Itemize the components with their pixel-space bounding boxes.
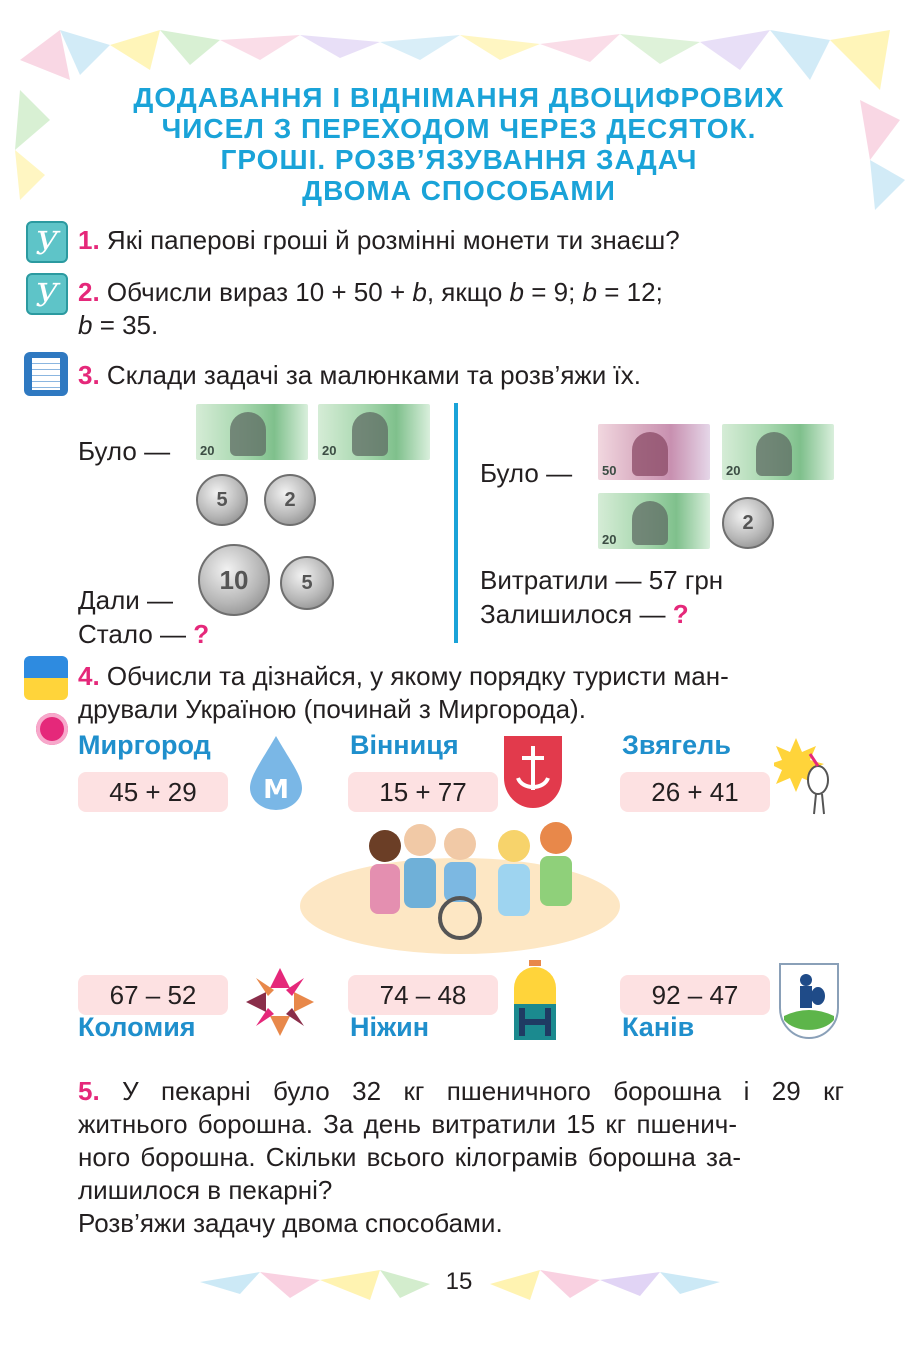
coin: 5 [196,474,248,526]
expression: 26 + 41 [620,772,770,812]
label-daly: Дали — [78,585,173,615]
expression: 45 + 29 [78,772,228,812]
task-4-line-2: дрували Україною (починай з Миргорода). [78,694,586,724]
banknote: 20 [598,493,710,549]
drop-emblem-icon [246,732,306,812]
coin: 2 [722,497,774,549]
city-name: Ніжин [350,1012,430,1042]
task-2 [78,276,844,342]
expression: 74 – 48 [348,975,498,1015]
task-number: 2. [78,277,100,307]
city-name: Звягель [622,730,731,760]
coin: 2 [264,474,316,526]
expression: 15 + 77 [348,772,498,812]
ukraine-flag-icon [24,656,68,700]
label-vytratyly: Витратили — 57 грн [480,565,724,595]
banknote: 20 [318,404,430,460]
task-5-line-2: житнього борошна. За день витратили 15 кг пшенич- [78,1109,737,1139]
label-bulo: Було — [78,436,171,466]
task-4 [78,660,844,726]
task-text: Обчисли та дізнайся, у якому порядку туристи ман- [99,661,729,691]
svg-text:M: M [263,775,289,805]
task-5 [78,1075,844,1240]
task-5-line-1 [78,1075,844,1108]
city-name: Канів [622,1012,695,1042]
label-stalo: Стало — ? [78,619,210,649]
question-mark: ? [193,619,210,649]
page-number: 15 [445,1268,473,1295]
task-4-line-1 [78,660,844,693]
task-text: Обчисли вираз 10 + 50 + [99,277,413,307]
task-text: Склади задачі за малюнками та розв’яжи їх. [99,360,641,390]
title-line: ГРОШІ. РОЗВ’ЯЗУВАННЯ ЗАДАЧ [220,144,698,175]
variable: b [509,277,524,307]
variable: b [412,277,427,307]
task-text: = 12; [597,277,663,307]
task-number: 4. [78,661,100,691]
city-name: Коломия [78,1012,196,1042]
variable: b [582,277,598,307]
task-text: = 9; [524,277,583,307]
task-2-line-2 [78,309,844,342]
coin: 10 [198,544,270,616]
divider [454,403,458,643]
task-1 [78,224,680,257]
expression: 67 – 52 [78,975,228,1015]
title-line: ДВОМА СПОСОБАМИ [302,175,616,206]
task-5-line-5: Розв’яжи задачу двома способами. [78,1208,503,1238]
label-bulo: Було — [480,458,573,488]
children-illustration [300,816,620,966]
city-name: Вінниця [350,730,459,760]
banknote: 20 [722,424,834,480]
task-5-line-3: ного борошна. Скільки всього кілограмів борошна за- [78,1142,742,1172]
oral-task-icon: У [26,273,68,315]
task-text: = 35. [92,310,159,340]
oral-task-icon: У [26,221,68,263]
stork-emblem-icon [774,734,844,818]
notebook-icon [24,352,68,396]
kolomyia-emblem-icon [244,966,316,1038]
title-line: ДОДАВАННЯ І ВІДНІМАННЯ ДВОЦИФРОВИХ [133,82,785,113]
question-mark: ? [672,599,689,629]
nizhyn-emblem-icon [510,958,560,1042]
task-text: , якщо [426,277,510,307]
banknote: 50 [598,424,710,480]
task-number: 5. [78,1076,100,1106]
city-name: Миргород [78,730,211,760]
expression: 92 – 47 [620,975,770,1015]
vinnytsia-coat-of-arms-icon [502,734,564,810]
variable: b [78,310,93,340]
task-2-line-1 [78,276,844,309]
title-line: ЧИСЕЛ З ПЕРЕХОДОМ ЧЕРЕЗ ДЕСЯТОК. [161,113,757,144]
target-icon [36,713,68,745]
page-title [40,82,878,206]
task-text: У пекарні було 32 кг пшеничного борошна і 29 кг [99,1076,844,1106]
kaniv-coat-of-arms-icon [776,960,842,1040]
task-number: 3. [78,360,100,390]
task-5-line-4: лишилося в пекарні? [78,1175,333,1205]
banknote: 20 [196,404,308,460]
coin: 5 [280,556,334,610]
label-zalyshylosia: Залишилося — ? [480,599,689,629]
task-number: 1. [78,225,100,255]
task-text: Які паперові гроші й розмінні монети ти знаєш? [99,225,680,255]
task-3 [78,359,641,392]
